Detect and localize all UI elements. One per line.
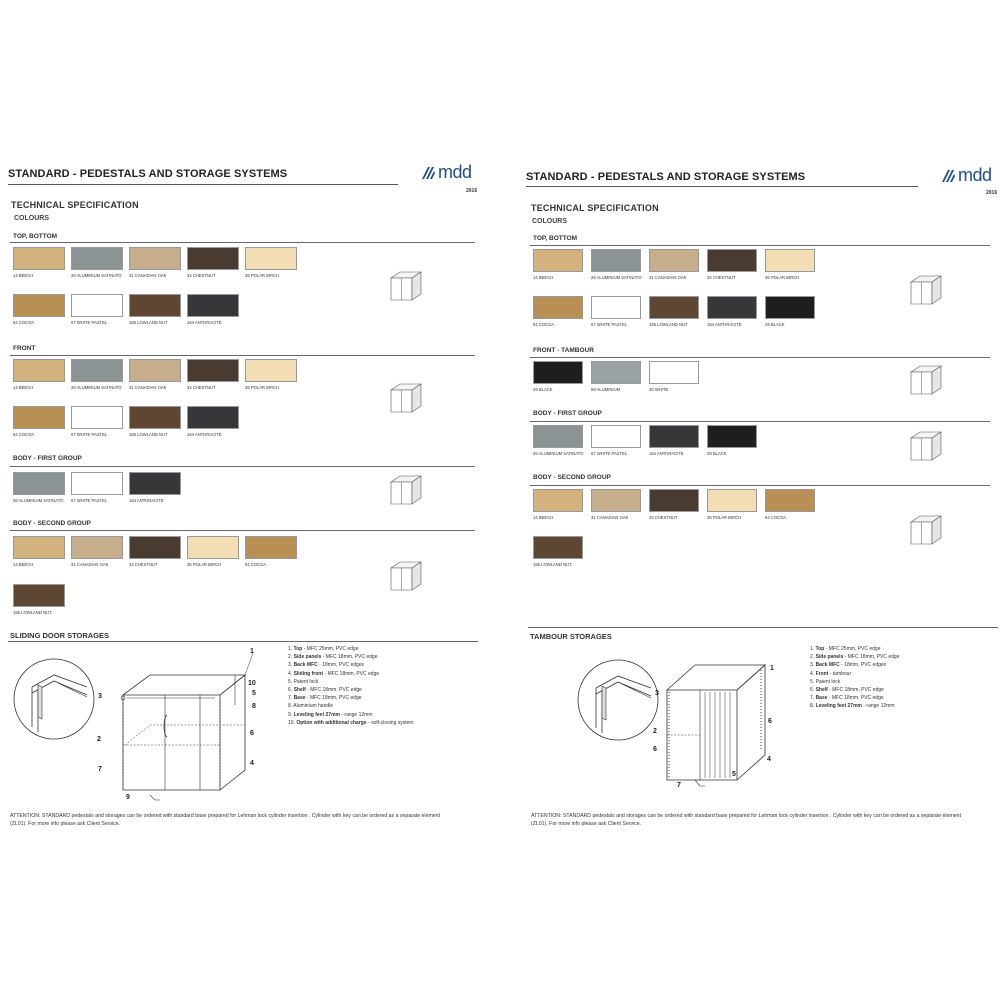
colour-swatch xyxy=(13,584,65,607)
logo-text: mdd xyxy=(438,162,472,182)
colour-swatch xyxy=(13,536,65,559)
colour-swatch xyxy=(129,536,181,559)
diagram-callout-number: 3 xyxy=(655,690,659,697)
colour-swatch-label: 31 CANADIAN OAK xyxy=(649,275,687,280)
colour-swatch-label: 35 POLAR BIRCH xyxy=(245,273,280,278)
colour-swatch-label: 67 WHITE PASTEL xyxy=(591,322,628,327)
diagram-callout-number: 7 xyxy=(98,766,102,773)
colour-swatch xyxy=(129,294,181,317)
colour-swatch xyxy=(591,361,641,384)
page-title: STANDARD - PEDESTALS AND STORAGE SYSTEMS xyxy=(8,168,288,180)
diagram-callout-number: 3 xyxy=(98,693,102,700)
colour-swatch xyxy=(591,249,641,272)
colour-swatch xyxy=(765,296,815,319)
colour-group-divider xyxy=(530,421,990,422)
colour-swatch-label: 35 POLAR BIRCH xyxy=(245,385,280,390)
colour-swatch xyxy=(533,489,583,512)
colour-swatch-label: 67 WHITE PASTEL xyxy=(71,432,108,437)
diagram-callout-number: 6 xyxy=(250,730,254,737)
spec-item: 7. Base - MFC 18mm, PVC edge xyxy=(810,695,884,702)
spec-item: 5. Patent lock xyxy=(288,678,319,685)
sliding-door-cabinet-diagram xyxy=(95,645,270,805)
colour-swatch xyxy=(13,294,65,317)
colour-swatch-label: 34 CHESTNUT xyxy=(707,275,736,280)
colour-swatch xyxy=(591,296,641,319)
colour-swatch-label: 67 WHITE PASTEL xyxy=(591,451,628,456)
colour-swatch xyxy=(13,359,65,382)
colour-swatch-label: 155 LOWLAND NUT xyxy=(533,562,572,567)
spec-item: 3. Back MFC - 18mm, PVC edges xyxy=(288,662,365,669)
colour-swatch-label: 164 ANTHRACITE xyxy=(649,451,684,456)
diagram-callout-number: 9 xyxy=(126,794,130,801)
colour-swatch-label: 155 LOWLAND NUT xyxy=(13,610,52,615)
colour-group-label: BODY - SECOND GROUP xyxy=(13,520,91,527)
header-divider xyxy=(526,186,918,187)
colour-swatch xyxy=(649,296,699,319)
cabinet-preview-icon xyxy=(388,380,424,416)
diagram-callout-number: 5 xyxy=(732,771,736,778)
spec-item: 2. Side panels - MFC 18mm, PVC edge xyxy=(288,654,378,661)
colour-swatch-label: 64 COCOA xyxy=(13,320,35,325)
colour-swatch xyxy=(533,425,583,448)
colour-swatch xyxy=(187,536,239,559)
diagram-callout-number: 1 xyxy=(250,648,254,655)
joint-detail-diagram xyxy=(576,658,661,743)
colour-swatch-label: 35 POLAR BIRCH xyxy=(187,562,222,567)
tambour-cabinet-diagram xyxy=(655,650,785,795)
colour-swatch-label: 14 BEECH xyxy=(533,275,554,280)
page-title: STANDARD - PEDESTALS AND STORAGE SYSTEMS xyxy=(526,171,806,183)
colour-swatch-label: 31 CANADIAN OAK xyxy=(591,515,629,520)
colour-swatch xyxy=(707,489,757,512)
colour-swatch-label: 155 LOWLAND NUT xyxy=(649,322,688,327)
technical-specification-title: TECHNICAL SPECIFICATION xyxy=(11,200,139,210)
colour-swatch xyxy=(129,247,181,270)
colour-swatch xyxy=(187,247,239,270)
section-title: SLIDING DOOR STORAGES xyxy=(10,631,110,640)
cabinet-preview-icon xyxy=(908,512,944,548)
mdd-logo xyxy=(420,162,472,183)
attention-note: ATTENTION: STANDARD pedestals and storages can be ordered with standard base prepared for Lehman lock cylinder insertion . Cylinder with key can be ordered as a separate element (ZL01). For more info please ask Client Service. xyxy=(10,813,441,828)
colour-swatch-label: 31 CANADIAN OAK xyxy=(129,273,167,278)
colour-group-divider xyxy=(530,245,990,246)
diagram-callout-number: 4 xyxy=(250,760,254,767)
mdd-logo-icon xyxy=(940,168,956,184)
colour-swatch-label: 26 ALUMINIUM SATINATO xyxy=(13,498,64,503)
diagram-callout-number: 6 xyxy=(653,746,657,753)
colour-swatch xyxy=(13,406,65,429)
colour-swatch xyxy=(765,249,815,272)
colour-group-divider xyxy=(530,485,990,486)
colour-swatch xyxy=(533,536,583,559)
technical-specification-title: TECHNICAL SPECIFICATION xyxy=(531,203,659,213)
colour-swatch xyxy=(591,489,641,512)
colour-swatch xyxy=(649,425,699,448)
colour-swatch-label: 164 ANTHRACITE xyxy=(187,432,222,437)
colour-swatch xyxy=(129,406,181,429)
colour-swatch xyxy=(71,472,123,495)
colour-swatch-label: 59 ALUMINIUM xyxy=(591,387,621,392)
spec-item: 4. Front - tambour xyxy=(810,670,852,677)
colour-swatch-label: 64 COCOA xyxy=(533,322,555,327)
colour-swatch-label: 34 CHESTNUT xyxy=(129,562,158,567)
diagram-callout-number: 5 xyxy=(252,690,256,697)
colour-group-label: FRONT xyxy=(13,345,36,352)
mdd-logo xyxy=(940,165,992,186)
colour-group-divider xyxy=(10,242,475,243)
colour-swatch xyxy=(187,406,239,429)
colour-group-label: FRONT - TAMBOUR xyxy=(533,347,594,354)
spec-item: 5. Patent lock xyxy=(810,678,841,685)
section-title: TAMBOUR STORAGES xyxy=(530,632,612,641)
spec-item: 6. Shelf - MFC 18mm, PVC edge xyxy=(288,687,362,694)
colour-swatch-label: 155 LOWLAND NUT xyxy=(129,432,168,437)
colour-swatch xyxy=(187,359,239,382)
diagram-callout-number: 6 xyxy=(768,718,772,725)
colour-swatch-label: 35 POLAR BIRCH xyxy=(765,275,800,280)
spec-item: 8. Aluminium handle xyxy=(288,703,334,710)
colour-swatch xyxy=(71,294,123,317)
colour-swatch-label: 164 ANTHRACITE xyxy=(707,322,742,327)
colour-group-label: BODY - FIRST GROUP xyxy=(13,455,82,462)
colour-group-label: TOP, BOTTOM xyxy=(533,235,578,242)
right-page xyxy=(520,0,1000,1000)
spec-item: 10. Option with additional charge - soft-closing system xyxy=(288,719,414,726)
colour-swatch-label: 164 ANTHRACITE xyxy=(129,498,164,503)
header-divider xyxy=(8,184,398,185)
colours-title: COLOURS xyxy=(14,215,49,222)
colour-swatch xyxy=(129,472,181,495)
colour-swatch-label: 26 ALUMINIUM SATINATO xyxy=(71,273,122,278)
joint-detail-diagram xyxy=(12,657,97,742)
cabinet-preview-icon xyxy=(908,362,944,398)
colour-group-label: BODY - FIRST GROUP xyxy=(533,410,602,417)
colour-swatch xyxy=(765,489,815,512)
colour-swatch xyxy=(245,247,297,270)
colour-swatch-label: 34 CHESTNUT xyxy=(187,385,216,390)
colour-group-divider xyxy=(10,355,475,356)
cabinet-preview-icon xyxy=(908,272,944,308)
colour-swatch-label: 31 CANADIAN OAK xyxy=(129,385,167,390)
colour-swatch xyxy=(187,294,239,317)
spec-item: 3. Back MFC - 18mm, PVC edges xyxy=(810,662,887,669)
spec-item: 4. Sliding front - MFC 18mm, PVC edge xyxy=(288,670,380,677)
section-divider xyxy=(8,641,478,642)
spec-list xyxy=(810,645,960,711)
colour-swatch xyxy=(129,359,181,382)
diagram-callout-number: 10 xyxy=(248,680,256,687)
section-divider xyxy=(528,627,998,628)
colour-swatch-label: 155 LOWLAND NUT xyxy=(129,320,168,325)
colour-swatch-label: 26 ALUMINIUM SATINATO xyxy=(591,275,642,280)
diagram-callout-number: 4 xyxy=(767,756,771,763)
colour-swatch xyxy=(71,247,123,270)
mdd-logo-icon xyxy=(420,165,436,181)
colour-swatch xyxy=(707,425,757,448)
colour-swatch xyxy=(533,296,583,319)
colour-group-label: BODY - SECOND GROUP xyxy=(533,474,611,481)
diagram-callout-number: 8 xyxy=(252,703,256,710)
colour-swatch xyxy=(533,361,583,384)
colour-swatch xyxy=(71,406,123,429)
colour-swatch-label: 35 POLAR BIRCH xyxy=(707,515,742,520)
colour-swatch-label: 67 WHITE PASTEL xyxy=(71,498,108,503)
spec-item: 9. Leveling feet 27mm - range 12mm xyxy=(288,711,373,718)
colour-group-label: TOP, BOTTOM xyxy=(13,233,58,240)
colour-swatch xyxy=(13,247,65,270)
diagram-callout-number: 1 xyxy=(770,665,774,672)
colour-swatch xyxy=(649,489,699,512)
colour-swatch-label: 30 WHITE xyxy=(649,387,669,392)
colours-title: COLOURS xyxy=(532,218,567,225)
colour-swatch-label: 14 BEECH xyxy=(13,562,34,567)
colour-swatch xyxy=(71,536,123,559)
colour-swatch xyxy=(707,296,757,319)
logo-text: mdd xyxy=(958,165,992,185)
colour-swatch xyxy=(245,359,297,382)
year-label: 2016 xyxy=(466,188,478,194)
colour-swatch xyxy=(649,249,699,272)
diagram-callout-number: 2 xyxy=(97,736,101,743)
colour-swatch xyxy=(13,472,65,495)
colour-swatch-label: 64 COCOA xyxy=(13,432,35,437)
colour-swatch-label: 164 ANTHRACITE xyxy=(187,320,222,325)
colour-swatch-label: 14 BEECH xyxy=(13,385,34,390)
spec-item: 6. Shelf - MFC 18mm, PVC edge xyxy=(810,687,884,694)
spec-item: 8. Leveling feet 27mm - range 12mm xyxy=(810,703,895,710)
colour-group-divider xyxy=(10,530,475,531)
spec-item: 2. Side panels - MFC 18mm, PVC edge xyxy=(810,654,900,661)
colour-swatch-label: 67 WHITE PASTEL xyxy=(71,320,108,325)
colour-swatch-label: 14 BEECH xyxy=(13,273,34,278)
colour-group-divider xyxy=(10,466,475,467)
colour-swatch-label: 14 BEECH xyxy=(533,515,554,520)
colour-swatch xyxy=(533,249,583,272)
colour-swatch xyxy=(591,425,641,448)
colour-swatch-label: 34 CHESTNUT xyxy=(187,273,216,278)
colour-swatch-label: 29 BLACK xyxy=(707,451,727,456)
diagram-callout-number: 7 xyxy=(677,782,681,789)
colour-swatch-label: 31 CANADIAN OAK xyxy=(71,562,109,567)
colour-group-divider xyxy=(530,357,990,358)
colour-swatch-label: 26 ALUMINIUM SATINATO xyxy=(533,451,584,456)
colour-swatch-label: 64 COCOA xyxy=(765,515,787,520)
colour-swatch-label: 29 BLACK xyxy=(765,322,785,327)
cabinet-preview-icon xyxy=(388,472,424,508)
spec-item: 1. Top - MFC 25mm, PVC edge xyxy=(288,646,359,652)
colour-swatch xyxy=(707,249,757,272)
colour-swatch xyxy=(71,359,123,382)
cabinet-preview-icon xyxy=(908,428,944,464)
colour-swatch-label: 29 BLACK xyxy=(533,387,553,392)
spec-list xyxy=(288,645,438,727)
attention-note: ATTENTION: STANDARD pedestals and storages can be ordered with standard base prepared for Lehman lock cylinder insertion . Cylinder with key can be ordered as a separate element (ZL01). For more info please ask Client Service. xyxy=(531,813,962,828)
colour-swatch-label: 26 ALUMINIUM SATINATO xyxy=(71,385,122,390)
cabinet-preview-icon xyxy=(388,268,424,304)
spec-item: 7. Base - MFC 18mm, PVC edge xyxy=(288,695,362,702)
diagram-callout-number: 2 xyxy=(653,728,657,735)
colour-swatch-label: 64 COCOA xyxy=(245,562,267,567)
colour-swatch xyxy=(245,536,297,559)
colour-swatch xyxy=(649,361,699,384)
year-label: 2016 xyxy=(986,190,998,196)
spec-item: 1. Top - MFC 25mm, PVC edge xyxy=(810,646,881,652)
cabinet-preview-icon xyxy=(388,558,424,594)
colour-swatch-label: 34 CHESTNUT xyxy=(649,515,678,520)
